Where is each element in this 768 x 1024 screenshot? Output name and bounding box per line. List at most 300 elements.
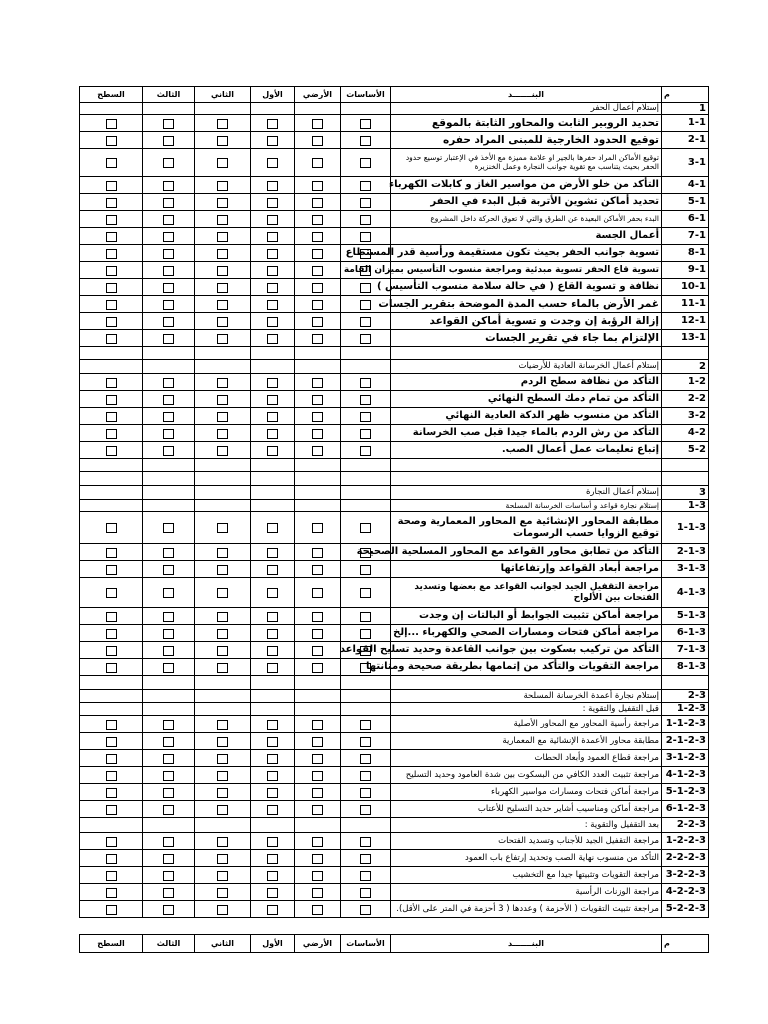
checkbox-ground[interactable] <box>312 788 323 798</box>
checkbox-foundations[interactable] <box>360 737 371 747</box>
checkbox-foundations[interactable] <box>360 548 371 558</box>
checkbox-third[interactable] <box>163 646 174 656</box>
cell-first <box>251 750 295 767</box>
checkbox-second[interactable] <box>217 788 228 798</box>
checkbox-ground[interactable] <box>312 888 323 898</box>
checkbox-foundations[interactable] <box>360 565 371 575</box>
cell-third <box>143 818 195 833</box>
checkbox-foundations[interactable] <box>360 158 371 168</box>
checkbox-first[interactable] <box>267 266 278 276</box>
item-text: مطابقة المحاور الإنشائية مع المحاور المعمارية وصحة توقيع الزوايا حسب الرسومات <box>391 512 662 544</box>
cell-ground <box>295 850 341 867</box>
cell-foundations <box>341 733 391 750</box>
table-row <box>80 500 709 512</box>
checkbox-foundations[interactable] <box>360 429 371 439</box>
checkbox-third[interactable] <box>163 629 174 639</box>
checkbox-second[interactable] <box>217 266 228 276</box>
checkbox-third[interactable] <box>163 837 174 847</box>
checkbox-third[interactable] <box>163 232 174 242</box>
checkbox-second[interactable] <box>217 283 228 293</box>
checkbox-second[interactable] <box>217 888 228 898</box>
checkbox-second[interactable] <box>217 395 228 405</box>
cell-ground <box>295 442 341 459</box>
checkbox-first[interactable] <box>267 249 278 259</box>
checkbox-third[interactable] <box>163 215 174 225</box>
checkbox-first[interactable] <box>267 523 278 533</box>
checkbox-first[interactable] <box>267 805 278 815</box>
checkbox-ground[interactable] <box>312 646 323 656</box>
checkbox-foundations[interactable] <box>360 119 371 129</box>
checkbox-foundations[interactable] <box>360 136 371 146</box>
checkbox-second[interactable] <box>217 588 228 598</box>
checkbox-foundations[interactable] <box>360 871 371 881</box>
checkbox-foundations[interactable] <box>360 300 371 310</box>
checkbox-foundations[interactable] <box>360 317 371 327</box>
checkbox-second[interactable] <box>217 612 228 622</box>
cell-second <box>195 408 251 425</box>
checkbox-first[interactable] <box>267 215 278 225</box>
checkbox-foundations[interactable] <box>360 446 371 456</box>
checkbox-second[interactable] <box>217 136 228 146</box>
checkbox-foundations[interactable] <box>360 266 371 276</box>
checkbox-second[interactable] <box>217 754 228 764</box>
checkbox-roof[interactable] <box>106 283 117 293</box>
item-text: تسوية جوانب الحفر بحيث تكون مستقيمة ورأسية قدر المستطاع <box>391 245 662 262</box>
checkbox-first[interactable] <box>267 334 278 344</box>
checkbox-ground[interactable] <box>312 737 323 747</box>
checkbox-third[interactable] <box>163 720 174 730</box>
checkbox-ground[interactable] <box>312 854 323 864</box>
checkbox-first[interactable] <box>267 565 278 575</box>
checkbox-roof[interactable] <box>106 565 117 575</box>
item-text <box>391 347 662 360</box>
checkbox-third[interactable] <box>163 317 174 327</box>
checkbox-first[interactable] <box>267 283 278 293</box>
checkbox-first[interactable] <box>267 905 278 915</box>
checkbox-roof[interactable] <box>106 548 117 558</box>
checkbox-third[interactable] <box>163 754 174 764</box>
checkbox-ground[interactable] <box>312 158 323 168</box>
checkbox-roof[interactable] <box>106 588 117 598</box>
checkbox-roof[interactable] <box>106 158 117 168</box>
checkbox-second[interactable] <box>217 181 228 191</box>
checkbox-second[interactable] <box>217 232 228 242</box>
checkbox-ground[interactable] <box>312 720 323 730</box>
checkbox-first[interactable] <box>267 612 278 622</box>
checkbox-roof[interactable] <box>106 232 117 242</box>
cell-third <box>143 833 195 850</box>
checkbox-second[interactable] <box>217 720 228 730</box>
cell-ground <box>295 833 341 850</box>
checkbox-second[interactable] <box>217 771 228 781</box>
table-row <box>80 659 709 676</box>
checkbox-ground[interactable] <box>312 771 323 781</box>
checkbox-first[interactable] <box>267 317 278 327</box>
checkbox-third[interactable] <box>163 663 174 673</box>
checkbox-third[interactable] <box>163 249 174 259</box>
checkbox-second[interactable] <box>217 805 228 815</box>
checkbox-third[interactable] <box>163 805 174 815</box>
cell-foundations <box>341 177 391 194</box>
checkbox-third[interactable] <box>163 905 174 915</box>
table-row <box>80 459 709 472</box>
cell-foundations <box>341 459 391 472</box>
cell-first <box>251 472 295 486</box>
checkbox-second[interactable] <box>217 317 228 327</box>
cell-roof <box>80 360 143 374</box>
checkbox-ground[interactable] <box>312 523 323 533</box>
checkbox-ground[interactable] <box>312 215 323 225</box>
item-number: 2 <box>662 360 709 374</box>
cell-first <box>251 279 295 296</box>
item-number: 2-2 <box>662 391 709 408</box>
checkbox-foundations[interactable] <box>360 663 371 673</box>
cell-roof <box>80 850 143 867</box>
checkbox-foundations[interactable] <box>360 283 371 293</box>
checkbox-third[interactable] <box>163 378 174 388</box>
checkbox-second[interactable] <box>217 378 228 388</box>
checkbox-foundations[interactable] <box>360 588 371 598</box>
table-row <box>80 194 709 211</box>
checkbox-second[interactable] <box>217 119 228 129</box>
checkbox-first[interactable] <box>267 300 278 310</box>
checkbox-foundations[interactable] <box>360 888 371 898</box>
checkbox-third[interactable] <box>163 266 174 276</box>
cell-third <box>143 512 195 544</box>
checkbox-roof[interactable] <box>106 612 117 622</box>
checkbox-foundations[interactable] <box>360 198 371 208</box>
checkbox-ground[interactable] <box>312 181 323 191</box>
cell-foundations <box>341 561 391 578</box>
checkbox-second[interactable] <box>217 446 228 456</box>
checkbox-second[interactable] <box>217 646 228 656</box>
cell-second <box>195 330 251 347</box>
checkbox-ground[interactable] <box>312 317 323 327</box>
checkbox-first[interactable] <box>267 646 278 656</box>
checkbox-third[interactable] <box>163 771 174 781</box>
checkbox-foundations[interactable] <box>360 788 371 798</box>
header-roof: السطح <box>80 87 143 103</box>
checkbox-second[interactable] <box>217 548 228 558</box>
checkbox-first[interactable] <box>267 754 278 764</box>
checkbox-third[interactable] <box>163 334 174 344</box>
item-text: إستلام أعمال الحفر <box>391 103 662 115</box>
checkbox-second[interactable] <box>217 429 228 439</box>
cell-third <box>143 578 195 608</box>
checkbox-ground[interactable] <box>312 588 323 598</box>
checkbox-third[interactable] <box>163 871 174 881</box>
checkbox-second[interactable] <box>217 158 228 168</box>
checkbox-ground[interactable] <box>312 429 323 439</box>
cell-third <box>143 391 195 408</box>
checkbox-second[interactable] <box>217 871 228 881</box>
checkbox-roof[interactable] <box>106 854 117 864</box>
checkbox-roof[interactable] <box>106 771 117 781</box>
checkbox-roof[interactable] <box>106 663 117 673</box>
checkbox-third[interactable] <box>163 412 174 422</box>
checkbox-first[interactable] <box>267 446 278 456</box>
checkbox-first[interactable] <box>267 198 278 208</box>
checkbox-foundations[interactable] <box>360 215 371 225</box>
checkbox-roof[interactable] <box>106 300 117 310</box>
cell-first <box>251 512 295 544</box>
table-row <box>80 279 709 296</box>
checkbox-roof[interactable] <box>106 198 117 208</box>
checkbox-roof[interactable] <box>106 215 117 225</box>
checkbox-foundations[interactable] <box>360 412 371 422</box>
checkbox-ground[interactable] <box>312 629 323 639</box>
cell-roof <box>80 132 143 149</box>
checkbox-first[interactable] <box>267 378 278 388</box>
item-text: مراجعة أبعاد القواعد وإرتفاعاتها <box>391 561 662 578</box>
checkbox-roof[interactable] <box>106 249 117 259</box>
checkbox-first[interactable] <box>267 232 278 242</box>
cell-first <box>251 901 295 918</box>
checkbox-ground[interactable] <box>312 266 323 276</box>
checkbox-first[interactable] <box>267 588 278 598</box>
checkbox-ground[interactable] <box>312 754 323 764</box>
checkbox-foundations[interactable] <box>360 771 371 781</box>
item-text: إستلام أعمال الخرسانة العادية للأرضيات <box>391 360 662 374</box>
checkbox-second[interactable] <box>217 412 228 422</box>
checkbox-foundations[interactable] <box>360 523 371 533</box>
checkbox-roof[interactable] <box>106 629 117 639</box>
checkbox-ground[interactable] <box>312 565 323 575</box>
checkbox-ground[interactable] <box>312 378 323 388</box>
checkbox-ground[interactable] <box>312 232 323 242</box>
checkbox-third[interactable] <box>163 588 174 598</box>
item-number: 8-1 <box>662 245 709 262</box>
header-third: الثالث <box>143 87 195 103</box>
checkbox-third[interactable] <box>163 565 174 575</box>
checkbox-ground[interactable] <box>312 283 323 293</box>
item-number: 13-1 <box>662 330 709 347</box>
checkbox-foundations[interactable] <box>360 334 371 344</box>
checkbox-first[interactable] <box>267 837 278 847</box>
checkbox-first[interactable] <box>267 737 278 747</box>
checkbox-ground[interactable] <box>312 395 323 405</box>
checkbox-foundations[interactable] <box>360 646 371 656</box>
checkbox-roof[interactable] <box>106 737 117 747</box>
cell-third <box>143 313 195 330</box>
checkbox-ground[interactable] <box>312 300 323 310</box>
item-number: 1 <box>662 103 709 115</box>
checkbox-roof[interactable] <box>106 446 117 456</box>
cell-third <box>143 115 195 132</box>
checkbox-first[interactable] <box>267 119 278 129</box>
checkbox-ground[interactable] <box>312 663 323 673</box>
item-number: 6-1-2-3 <box>662 801 709 818</box>
checkbox-roof[interactable] <box>106 136 117 146</box>
checkbox-ground[interactable] <box>312 249 323 259</box>
checkbox-foundations[interactable] <box>360 837 371 847</box>
checkbox-foundations[interactable] <box>360 249 371 259</box>
checkbox-foundations[interactable] <box>360 905 371 915</box>
checkbox-third[interactable] <box>163 136 174 146</box>
item-text: تحديد أماكن تشوين الأتربة قبل البدء في الحفر <box>391 194 662 211</box>
checkbox-roof[interactable] <box>106 266 117 276</box>
checkbox-first[interactable] <box>267 788 278 798</box>
cell-first <box>251 347 295 360</box>
checkbox-roof[interactable] <box>106 523 117 533</box>
checkbox-first[interactable] <box>267 871 278 881</box>
checkbox-third[interactable] <box>163 429 174 439</box>
checkbox-second[interactable] <box>217 837 228 847</box>
checkbox-second[interactable] <box>217 905 228 915</box>
cell-ground <box>295 561 341 578</box>
cell-roof <box>80 149 143 177</box>
cell-second <box>195 425 251 442</box>
checkbox-foundations[interactable] <box>360 395 371 405</box>
checkbox-second[interactable] <box>217 300 228 310</box>
checkbox-roof[interactable] <box>106 119 117 129</box>
footer-header-third: الثالث <box>143 935 195 953</box>
checkbox-ground[interactable] <box>312 805 323 815</box>
checkbox-foundations[interactable] <box>360 805 371 815</box>
checkbox-first[interactable] <box>267 395 278 405</box>
checkbox-ground[interactable] <box>312 136 323 146</box>
item-number: 1-1-3 <box>662 512 709 544</box>
item-number: 3-1-3 <box>662 561 709 578</box>
checkbox-foundations[interactable] <box>360 378 371 388</box>
cell-first <box>251 330 295 347</box>
item-number: 3 <box>662 486 709 500</box>
checkbox-roof[interactable] <box>106 646 117 656</box>
checkbox-third[interactable] <box>163 158 174 168</box>
checkbox-third[interactable] <box>163 548 174 558</box>
checkbox-ground[interactable] <box>312 905 323 915</box>
cell-ground <box>295 279 341 296</box>
checkbox-third[interactable] <box>163 198 174 208</box>
cell-roof <box>80 659 143 676</box>
checkbox-second[interactable] <box>217 249 228 259</box>
cell-first <box>251 228 295 245</box>
checkbox-first[interactable] <box>267 629 278 639</box>
checkbox-ground[interactable] <box>312 548 323 558</box>
checkbox-ground[interactable] <box>312 871 323 881</box>
checkbox-second[interactable] <box>217 523 228 533</box>
cell-second <box>195 716 251 733</box>
checkbox-ground[interactable] <box>312 412 323 422</box>
item-number: 4-2 <box>662 425 709 442</box>
checkbox-roof[interactable] <box>106 754 117 764</box>
checkbox-third[interactable] <box>163 300 174 310</box>
checkbox-foundations[interactable] <box>360 612 371 622</box>
cell-first <box>251 103 295 115</box>
checkbox-ground[interactable] <box>312 198 323 208</box>
checkbox-third[interactable] <box>163 181 174 191</box>
item-text: الإلتزام بما جاء في تقرير الجسات <box>391 330 662 347</box>
cell-ground <box>295 716 341 733</box>
cell-first <box>251 578 295 608</box>
checkbox-second[interactable] <box>217 215 228 225</box>
cell-first <box>251 360 295 374</box>
checkbox-second[interactable] <box>217 737 228 747</box>
checkbox-roof[interactable] <box>106 837 117 847</box>
checkbox-third[interactable] <box>163 737 174 747</box>
cell-third <box>143 625 195 642</box>
checkbox-third[interactable] <box>163 612 174 622</box>
checkbox-roof[interactable] <box>106 378 117 388</box>
cell-third <box>143 716 195 733</box>
checkbox-roof[interactable] <box>106 905 117 915</box>
checkbox-ground[interactable] <box>312 334 323 344</box>
cell-ground <box>295 486 341 500</box>
checkbox-first[interactable] <box>267 854 278 864</box>
checkbox-second[interactable] <box>217 334 228 344</box>
checkbox-third[interactable] <box>163 395 174 405</box>
checkbox-first[interactable] <box>267 181 278 191</box>
checkbox-roof[interactable] <box>106 334 117 344</box>
item-text: توقيع الأماكن المراد حفرها بالجير او علامة مميزة مع الأخذ في الإعتبار توسيع حدود الحفر بحيث يتناسب مع تقوية جوانب النجارة وعمل الخنزيرة <box>391 149 662 177</box>
checkbox-foundations[interactable] <box>360 854 371 864</box>
checkbox-third[interactable] <box>163 119 174 129</box>
cell-second <box>195 784 251 801</box>
checkbox-roof[interactable] <box>106 805 117 815</box>
checkbox-second[interactable] <box>217 663 228 673</box>
checkbox-roof[interactable] <box>106 429 117 439</box>
checkbox-ground[interactable] <box>312 446 323 456</box>
checkbox-ground[interactable] <box>312 837 323 847</box>
checkbox-roof[interactable] <box>106 317 117 327</box>
checkbox-ground[interactable] <box>312 612 323 622</box>
checkbox-roof[interactable] <box>106 871 117 881</box>
checkbox-foundations[interactable] <box>360 232 371 242</box>
checkbox-foundations[interactable] <box>360 754 371 764</box>
checkbox-foundations[interactable] <box>360 629 371 639</box>
checkbox-first[interactable] <box>267 158 278 168</box>
checkbox-first[interactable] <box>267 412 278 422</box>
checkbox-second[interactable] <box>217 198 228 208</box>
cell-roof <box>80 442 143 459</box>
table-row <box>80 642 709 659</box>
checkbox-foundations[interactable] <box>360 181 371 191</box>
checkbox-second[interactable] <box>217 854 228 864</box>
checkbox-first[interactable] <box>267 548 278 558</box>
item-number: 10-1 <box>662 279 709 296</box>
checkbox-roof[interactable] <box>106 788 117 798</box>
checkbox-roof[interactable] <box>106 720 117 730</box>
checkbox-third[interactable] <box>163 523 174 533</box>
checkbox-first[interactable] <box>267 663 278 673</box>
checkbox-roof[interactable] <box>106 412 117 422</box>
cell-foundations <box>341 703 391 716</box>
checkbox-first[interactable] <box>267 720 278 730</box>
checkbox-third[interactable] <box>163 854 174 864</box>
checkbox-first[interactable] <box>267 136 278 146</box>
checkbox-roof[interactable] <box>106 395 117 405</box>
checkbox-second[interactable] <box>217 629 228 639</box>
checkbox-roof[interactable] <box>106 181 117 191</box>
footer-header-number: م <box>662 935 709 953</box>
checkbox-foundations[interactable] <box>360 720 371 730</box>
item-text: مراجعة التقويات والتأكد من إتمامها بطريقة صحيحة ومتانتها <box>391 659 662 676</box>
checkbox-first[interactable] <box>267 429 278 439</box>
checkbox-roof[interactable] <box>106 888 117 898</box>
checkbox-ground[interactable] <box>312 119 323 129</box>
checkbox-first[interactable] <box>267 888 278 898</box>
checkbox-third[interactable] <box>163 283 174 293</box>
checkbox-third[interactable] <box>163 788 174 798</box>
cell-second <box>195 690 251 703</box>
item-number: 2-1-3 <box>662 544 709 561</box>
cell-roof <box>80 578 143 608</box>
cell-third <box>143 211 195 228</box>
checkbox-second[interactable] <box>217 565 228 575</box>
checkbox-first[interactable] <box>267 771 278 781</box>
checkbox-third[interactable] <box>163 446 174 456</box>
checkbox-third[interactable] <box>163 888 174 898</box>
